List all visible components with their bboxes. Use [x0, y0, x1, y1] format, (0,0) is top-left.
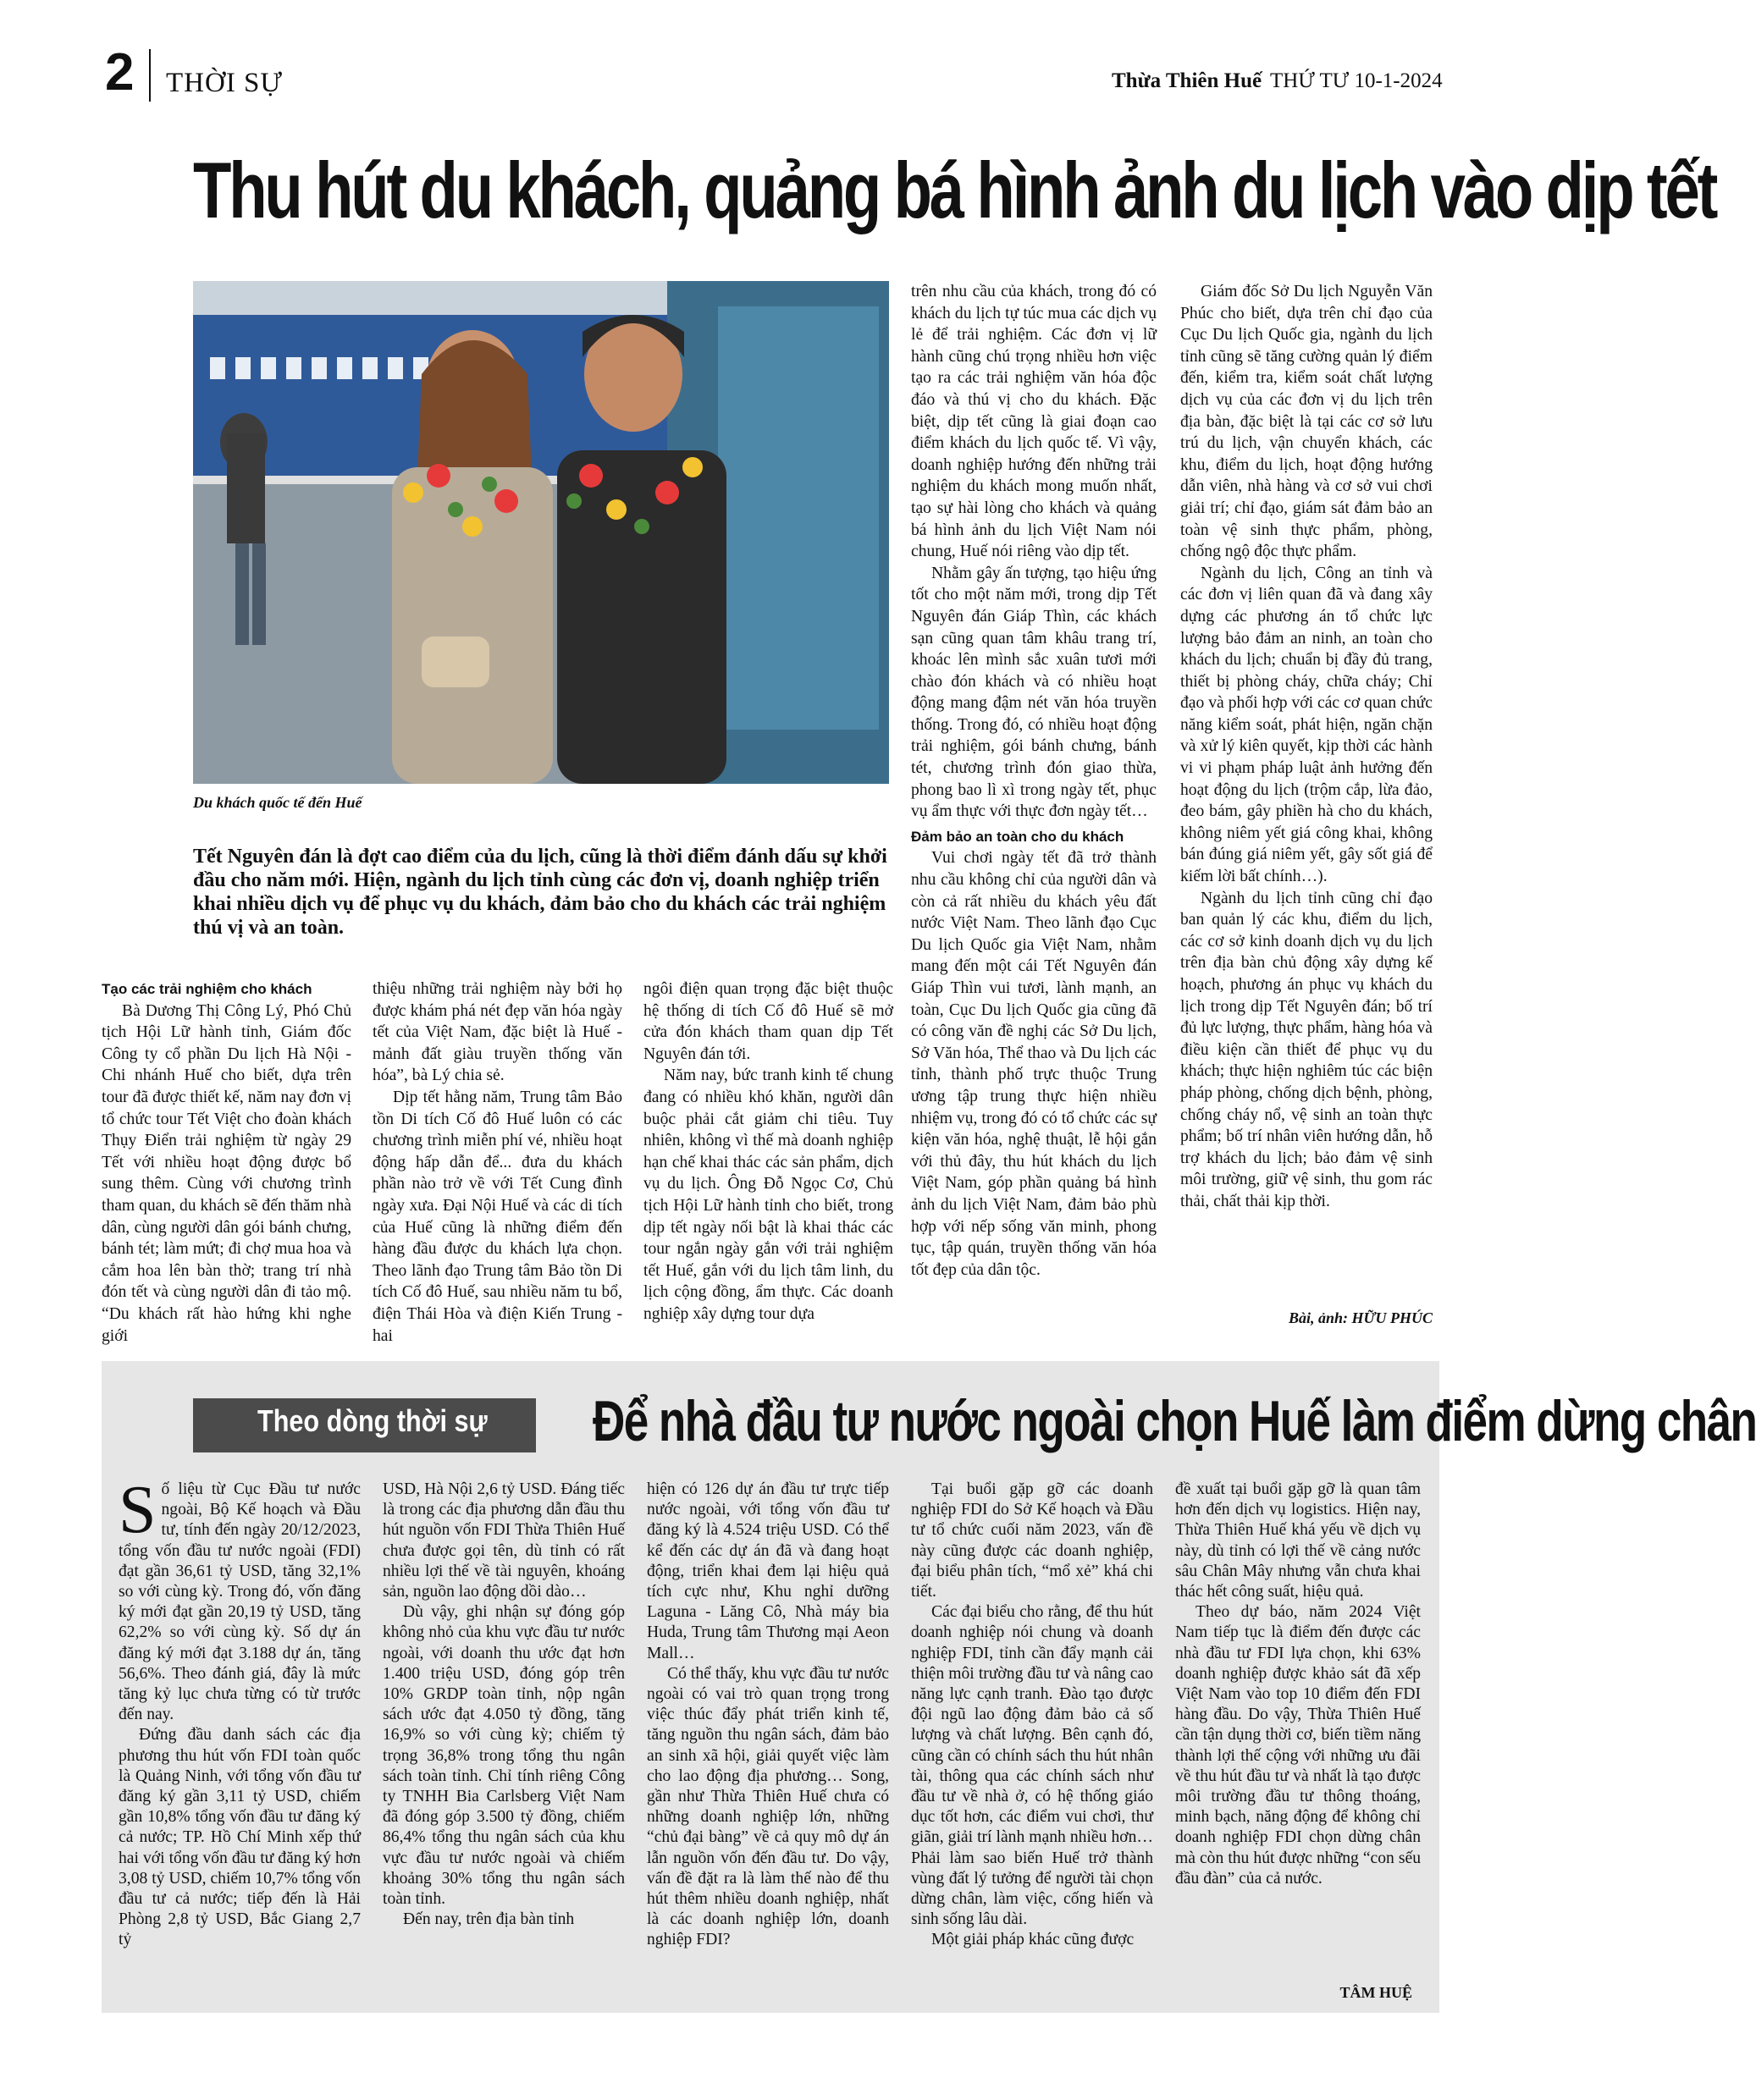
tourists-photo-illustration — [193, 281, 889, 784]
article-column-1 — [102, 978, 351, 1347]
photo-caption: Du khách quốc tế đến Huế — [193, 794, 362, 811]
box-paragraph: đề xuất tại buổi gặp gỡ là quan tâm hơn đến dịch vụ logistics. Hiện nay, Thừa Thiên Huế khá yếu về dịch vụ này, dù tỉnh có lợi thế về cảng nước sâu Chân Mây nhưng vẫn chưa khai thác hết công suất, hiệu quả. — [1175, 1480, 1421, 1601]
box-paragraph: Có thể thấy, khu vực đầu tư nước ngoài có vai trò quan trọng trong việc thúc đẩy phát triển kinh tế, tăng nguồn thu ngân sách, đảm bảo an sinh xã hội, giải quyết việc làm cho lao động địa phương… Song, gần như Thừa Thiên Huế chưa có những doanh nghiệp lớn, những “chủ đại bàng” về cả quy mô dự án lẫn nguồn vốn đến đầu tư. Do vậy, vấn đề đặt ra là làm thế nào để thu hút thêm nhiều doanh nghiệp, nhất là các doanh nghiệp lớn, doanh nghiệp FDI? — [647, 1664, 889, 1949]
box-column-4 — [911, 1480, 1153, 1951]
section-name: THỜI SỰ — [166, 68, 284, 98]
box-column-1 — [119, 1473, 361, 1951]
article-paragraph: Ngành du lịch tỉnh cũng chỉ đạo ban quản lý các khu, điểm du lịch, các cơ sở kinh doanh dịch vụ du lịch trên địa bàn chủ động xây dựng kế hoạch, phương án phục vụ khách du lịch trong dịp Tết Nguyên đán; bố trí đủ lực lượng, thực phẩm, hàng hóa và điều kiện cần thiết để phục vụ du khách; thực hiện nghiêm túc các biện pháp phòng, chống dịch bệnh, phòng, chống cháy nổ, vệ sinh an toàn thực phẩm; bố trí nhân viên hướng dẫn, hỗ trợ khách du lịch; bảo đảm vệ sinh môi trường, giữ vệ sinh, thu gom rác thải, chất thải kịp thời. — [1180, 889, 1433, 1210]
header-divider — [149, 49, 151, 102]
box-column-2 — [383, 1480, 625, 1930]
box-paragraph: Một giải pháp khác cũng được — [931, 1931, 1135, 1949]
article-byline: Bài, ảnh: HỮU PHÚC — [1289, 1309, 1433, 1326]
box-paragraph: Tại buổi gặp gỡ các doanh nghiệp FDI do Sở Kế hoạch và Đầu tư tổ chức cuối năm 2023, vấn đề này cũng được các doanh nghiệp, đại biểu phân tích, “mổ xẻ” khá chi tiết. — [911, 1480, 1153, 1601]
box-paragraph: Đứng đầu danh sách các địa phương thu hút vốn FDI toàn quốc là Quảng Ninh, với tổng vốn đầu tư đăng ký gần 3,11 tỷ USD, chiếm gần 10,8% tổng vốn đầu tư đăng ký cả nước; TP. Hồ Chí Minh xếp thứ hai với tổng vốn đầu tư đăng ký hơn 3,08 tỷ USD, chiếm 10,7% tổng vốn đầu tư cả nước; tiếp đến là Hải Phòng 2,8 tỷ USD, Bắc Giang 2,7 tỷ — [119, 1726, 361, 1949]
box-paragraph: Dù vậy, ghi nhận sự đóng góp không nhỏ của khu vực đầu tư nước ngoài, với doanh thu ước đạt hơn 1.400 triệu USD, đóng góp trên 10% GRDP toàn tỉnh, nộp ngân sách ước đạt 4.050 tỷ đồng, tăng 16,9% so với cùng kỳ; chiếm tỷ trọng 36,8% trong tổng thu ngân sách toàn tỉnh. Chỉ tính riêng Công ty TNHH Bia Carlsberg Việt Nam đã đóng góp 3.500 tỷ đồng, chiếm 86,4% tổng thu ngân sách của khu vực đầu tư nước ngoài và chiếm khoảng 30% tổng thu ngân sách toàn tỉnh. — [383, 1603, 625, 1909]
subhead-experiences: Tạo các trải nghiệm cho khách — [102, 981, 312, 997]
article-column-2 — [373, 978, 622, 1347]
article-paragraph: Vui chơi ngày tết đã trở thành nhu cầu không chỉ của người dân và còn cả rất nhiều du khách yêu đất nước Việt Nam. Theo lãnh đạo Cục Du lịch Quốc gia Việt Nam, nhằm mang đến một cái Tết Nguyên đán Giáp Thìn vui tươi, lành mạnh, an toàn, Cục Du lịch Quốc gia cũng đã có công văn đề nghị các Sở Du lịch, Sở Văn hóa, Thể thao và Du lịch các tỉnh, thành phố trực thuộc Trung ương tập trung thực hiện nhiều nhiệm vụ, trong đó có tổ chức các sự kiện văn hóa, nghệ thuật, lễ hội gắn với thủ đây, thu hút khách du lịch Việt Nam, góp phần quảng bá hình ảnh du lịch Việt Nam, đảm bảo phù hợp với nếp sống văn minh, phong tục, tập quán, truyền thống văn hóa tốt đẹp của dân tộc. — [911, 849, 1157, 1279]
page-number: 2 — [105, 43, 135, 102]
box-column-3 — [647, 1480, 889, 1951]
newspaper-name: Thừa Thiên Huế — [1112, 69, 1262, 92]
article-paragraph: Nhằm gây ấn tượng, tạo hiệu ứng tốt cho một năm mới, trong dịp Tết Nguyên đán Giáp Thìn, các khách sạn cũng quan tâm khâu trang trí, khoác lên mình sắc xuân tươi mới chào đón khách và có nhiều hoạt động mang đậm nét văn hóa truyền thống. Trong đó, có nhiều hoạt động trải nghiệm, gói bánh chưng, bánh tét, chương trình đón giao thừa, phong bao lì xì trong ngày tết, phục vụ ẩm thực với thực đơn ngày tết… — [911, 564, 1157, 821]
article-paragraph: trên nhu cầu của khách, trong đó có khách du lịch tự túc mua các dịch vụ lẻ để trải nghiệm. Các đơn vị lữ hành cũng chú trọng nhiều hơn việc tạo ra các trải nghiệm văn hóa độc đáo và thú vị cho du khách. Đặc biệt, dịp tết cũng là giai đoạn cao điểm khách du lịch quốc tế. Vì vậy, doanh nghiệp hướng đến những trải nghiệm du khách mong muốn nhất, tạo sự hài lòng cho khách và quảng bá hình ảnh du lịch Việt Nam nói chung, Huế nói riêng vào dịp tết. — [911, 283, 1157, 561]
box-headline: Để nhà đầu tư nước ngoài chọn Huế làm điểm dừng chân — [593, 1389, 1756, 1453]
issue-date: THỨ TƯ 10-1-2024 — [1270, 69, 1443, 92]
article-lead: Tết Nguyên đán là đợt cao điểm của du lịch, cũng là thời điểm đánh dấu sự khởi đầu cho năm mới. Hiện, ngành du lịch tỉnh cùng các đơn vị, doanh nghiệp triển khai nhiều dịch vụ để phục vụ du khách, đảm bảo cho du khách các trải nghiệm thú vị và an toàn. — [193, 846, 887, 939]
box-paragraph: Theo dự báo, năm 2024 Việt Nam tiếp tục là điểm đến được các nhà đầu tư FDI lựa chọn, khi 63% doanh nghiệp được khảo sát đã xếp Việt Nam vào top 10 điểm đến FDI hàng đầu. Do vậy, Thừa Thiên Huế cần tận dụng thời cơ, biến tiềm năng thành lợi thế cộng với những ưu đãi về thu hút đầu tư và nhất là tạo được môi trường đầu tư thông thoáng, minh bạch, năng động để không chỉ doanh nghiệp FDI chọn dừng chân mà còn thu hút được những “con sếu đầu đàn” của cả nước. — [1175, 1603, 1421, 1888]
box-byline: TÂM HUỆ — [1339, 1984, 1412, 2001]
article-paragraph: ngôi điện quan trọng đặc biệt thuộc hệ thống di tích Cố đô Huế sẽ mở cửa đón khách tham quan dịp Tết Nguyên đán tới. — [643, 980, 893, 1063]
box-paragraph: hiện có 126 dự án đầu tư trực tiếp nước ngoài, với tổng vốn đầu tư đăng ký là 4.524 triệu USD. Có thể kể đến các dự án đã và đang hoạt động, triển khai đem lại hiệu quả tích cực như, Khu nghỉ dưỡng Laguna - Lăng Cô, Nhà máy bia Huda, Trung tâm Thương mại Aeon Mall… — [647, 1480, 889, 1662]
article-paragraph: Dịp tết hằng năm, Trung tâm Bảo tồn Di tích Cố đô Huế luôn có các chương trình miễn phí vé, nhiều hoạt động hấp dẫn để... đưa du khách phần nào trở về với Tết Cung đình ngày xưa. Đại Nội Huế và các di tích của Huế cũng là những điểm đến hàng đầu được du khách lựa chọn. Theo lãnh đạo Trung tâm Bảo tồn Di tích Cố đô Huế, sau nhiều năm tu bổ, điện Thái Hòa và điện Kiến Trung - hai — [373, 1088, 622, 1345]
article-paragraph: Ngành du lịch, Công an tỉnh và các đơn vị liên quan đã và đang xây dựng các phương án tổ chức lực lượng bảo đảm an ninh, an toàn cho khách du lịch; chuẩn bị đầy đủ trang, thiết bị phòng cháy, chữa cháy; Chỉ đạo và phối hợp với các cơ quan chức năng kiểm soát, phát hiện, ngăn chặn và xử lý kiên quyết, kịp thời các hành vi vi phạm pháp luật ảnh hưởng đến hoạt động du lịch (trộm cắp, lừa đảo, đeo bám, gây phiền hà cho du khách, không niêm yết giá công khai, không bán đúng giá niêm yết, gây sốt giá để kiếm lời bất chính…). — [1180, 564, 1433, 886]
article-photo — [193, 281, 889, 784]
article-paragraph: Năm nay, bức tranh kinh tế chung đang có nhiều khó khăn, người dân buộc phải cắt giảm chi tiêu. Tuy nhiên, không vì thế mà doanh nghiệp hạn chế khai thác các sản phẩm, dịch vụ du lịch. Ông Đỗ Ngọc Cơ, Chủ tịch Hội Lữ hành tỉnh cho biết, trong dịp tết ngày nối bật là khai thác các tour ngắn ngày gắn với trải nghiệm tết Huế, gắn với du lịch tâm linh, du lịch cộng đồng, ẩm thực. Các doanh nghiệp xây dựng tour dựa — [643, 1067, 893, 1323]
article-column-3 — [643, 978, 893, 1326]
section-tag: Theo dòng thời sự — [257, 1403, 488, 1438]
box-paragraph: Đến nay, trên địa bàn tỉnh — [403, 1910, 575, 1929]
article-paragraph: thiệu những trải nghiệm này bởi họ được khám phá nét đẹp văn hóa ngày tết của Việt Nam, đặc biệt là Huế - mảnh đất giàu truyền thống văn hóa”, bà Lý chia sẻ. — [373, 980, 622, 1085]
article-column-4 — [911, 281, 1157, 1281]
box-paragraph: USD, Hà Nội 2,6 tỷ USD. Đáng tiếc là trong các địa phương dẫn đầu thu hút nguồn vốn FDI Thừa Thiên Huế chưa được gọi tên, dù tỉnh có rất nhiều lợi thế về tài nguyên, khoáng sản, nguồn lao động dồi dào… — [383, 1480, 625, 1601]
box-paragraph: ố liệu từ Cục Đầu tư nước ngoài, Bộ Kế hoạch và Đầu tư, tính đến ngày 20/12/2023, tổng vốn đầu tư nước ngoài (FDI) đạt gần 36,61 tỷ USD, tăng 32,1% so với cùng kỳ. Trong đó, vốn đăng ký mới đạt gần 20,19 tỷ USD, tăng 62,2% so với cùng kỳ. Số dự án đăng ký mới đạt 3.188 dự án, tăng 56,6%. Theo đánh giá, đây là mức tăng kỷ lục chưa từng có từ trước đến nay. — [119, 1480, 361, 1724]
drop-cap: S — [119, 1473, 157, 1547]
article-headline: Thu hút du khách, quảng bá hình ảnh du lịch vào dịp tết — [193, 146, 1716, 234]
article-column-5 — [1180, 281, 1433, 1213]
article-paragraph: Giám đốc Sở Du lịch Nguyễn Văn Phúc cho biết, dựa trên chỉ đạo của Cục Du lịch Quốc gia, ngành du lịch tỉnh cũng sẽ tăng cường quản lý điểm đến, kiểm tra, kiểm soát chất lượng dịch vụ của các đơn vị du lịch trên địa bàn, đặc biệt là tại các cơ sở lưu trú du lịch, vận chuyển khách, các khu, điểm du lịch, hoạt động hướng dẫn viên, nhà hàng và cơ sở vui chơi giải trí; chỉ đạo, giám sát đảm bảo an toàn vệ sinh thực phẩm, phòng, chống ngộ độc thực phẩm. — [1180, 283, 1433, 561]
box-paragraph: Các đại biểu cho rằng, để thu hút doanh nghiệp nói chung và doanh nghiệp FDI, tỉnh cần đẩy mạnh cải thiện môi trường đầu tư và nâng cao năng lực cạnh tranh. Đào tạo được đội ngũ lao động đảm bảo cả số lượng và chất lượng. Bên cạnh đó, cũng cần có chính sách thu hút nhân tài, thông qua các chính sách như đầu tư về nhà ở, có hệ thống giáo dục tốt hơn, các điểm vui chơi, thư giãn, giải trí lành mạnh nhiều hơn… Phải làm sao biến Huế trở thành vùng đất lý tưởng để người tài chọn dừng chân, làm việc, cống hiến và sinh sống lâu dài. — [911, 1603, 1153, 1929]
subhead-safety: Đảm bảo an toàn cho du khách — [911, 828, 1124, 845]
box-column-5 — [1175, 1480, 1421, 1889]
article-paragraph: Bà Dương Thị Công Lý, Phó Chủ tịch Hội Lữ hành tỉnh, Giám đốc Công ty cổ phần Du lịch Hà Nội - Chi nhánh Huế cho biết, dựa trên tour đã được thiết kế, năm nay đơn vị tổ chức tour Tết Việt cho đoàn khách Thụy Điển trải nghiệm từ ngày 29 Tết với nhiều hoạt động được bổ sung thêm. Cùng với chương trình tham quan, du khách sẽ đến thăm nhà dân, cùng người dân gói bánh chưng, bánh tét; làm mứt; đi chợ mua hoa và cắm hoa lên bàn thờ; trang trí nhà đón tết và cùng người dân đi tảo mộ. “Du khách rất hào hứng khi nghe giới — [102, 1001, 351, 1345]
